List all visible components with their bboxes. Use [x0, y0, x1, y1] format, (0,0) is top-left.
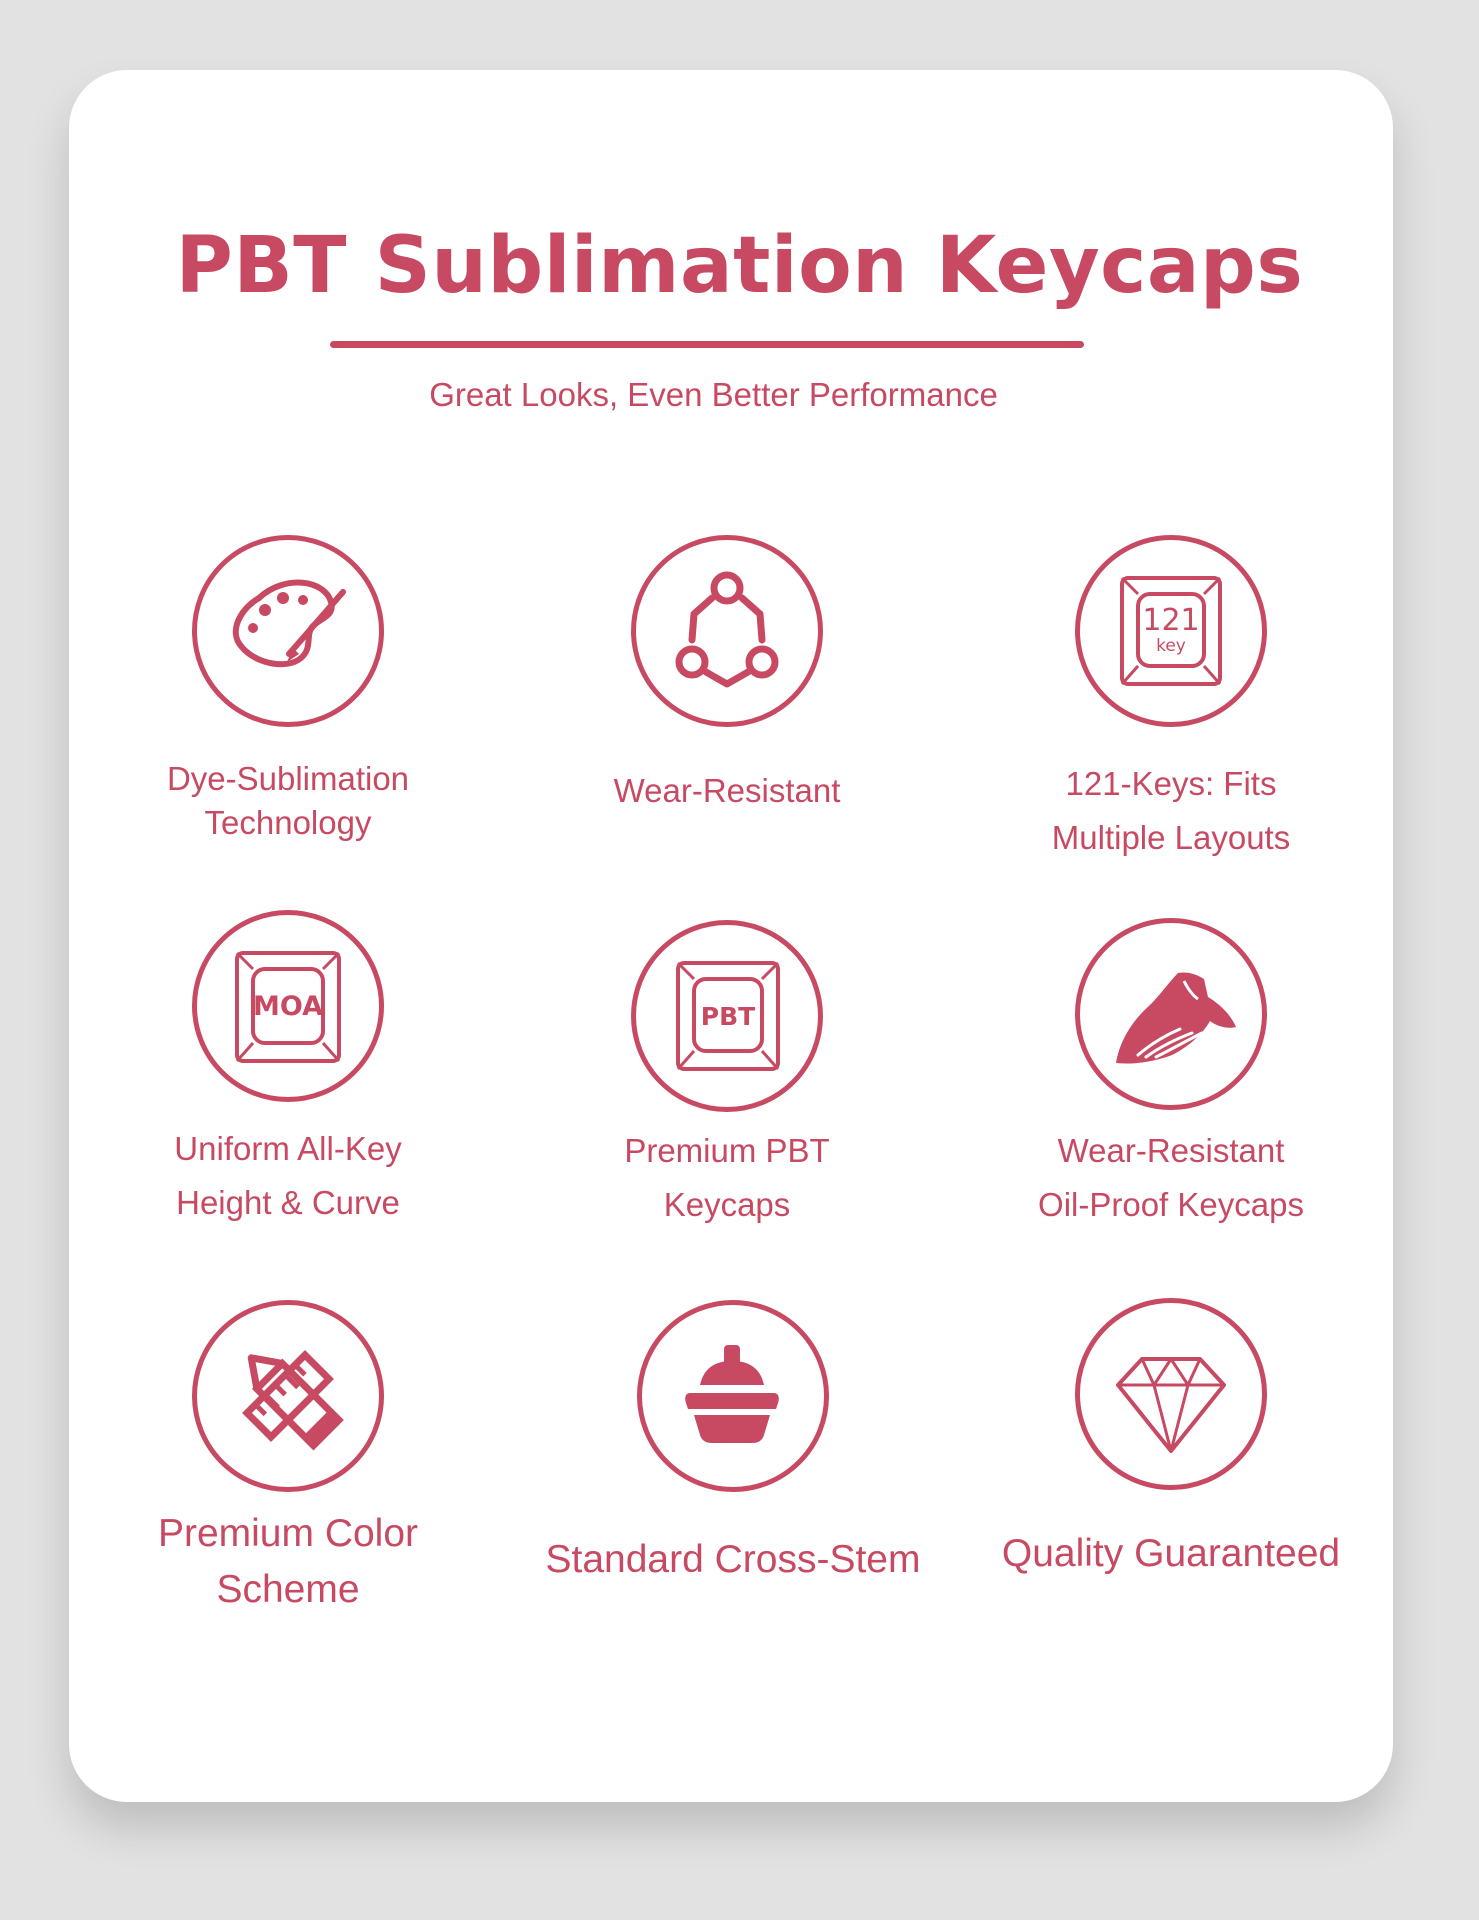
wear-resistant-nodes-icon	[636, 540, 818, 722]
page-title: PBT Sublimation Keycaps	[175, 221, 1304, 311]
title-divider	[330, 341, 1084, 348]
feature-label: Dye-Sublimation Technology	[166, 760, 410, 841]
feature-label: Wear-Resistant	[613, 772, 841, 809]
diamond-icon	[1080, 1303, 1262, 1485]
feature-icon-circle	[631, 535, 823, 727]
feature-color-scheme	[78, 1300, 498, 1620]
feature-icon-circle	[1075, 535, 1267, 727]
feature-icon-circle	[192, 535, 384, 727]
feature-icon-circle	[1075, 1298, 1267, 1490]
feature-icon-circle	[192, 1300, 384, 1492]
feature-quality	[961, 1298, 1381, 1618]
palette-icon	[197, 540, 379, 722]
keycap-pbt-icon	[636, 925, 818, 1107]
feature-icon-circle	[1075, 918, 1267, 1110]
keycap-121-icon	[1080, 540, 1262, 722]
keycap-moa-icon	[197, 915, 379, 1097]
feature-icon-circle	[192, 910, 384, 1102]
feature-label: 121-Keys: Fits Multiple Layouts	[1051, 765, 1291, 856]
svg-text:MOA: MOA	[253, 991, 323, 1022]
feature-dye-sublimation	[78, 535, 498, 855]
svg-text:121: 121	[1142, 603, 1200, 638]
feature-label: Wear-Resistant Oil-Proof Keycaps	[1038, 1132, 1304, 1223]
feature-icon-circle	[631, 920, 823, 1112]
feature-label: Quality Guaranteed	[1001, 1532, 1341, 1575]
keycap-stem-icon	[642, 1305, 824, 1487]
hand-icon	[1080, 923, 1262, 1105]
feature-label: Uniform All-Key Height & Curve	[174, 1130, 402, 1221]
svg-text:key: key	[1156, 636, 1186, 656]
feature-icon-circle	[637, 1300, 829, 1492]
page-subtitle: Great Looks, Even Better Performance	[429, 376, 998, 413]
svg-text:PBT: PBT	[700, 1002, 756, 1031]
ruler-pencil-icon	[197, 1305, 379, 1487]
feature-wear-resistant	[517, 535, 937, 855]
feature-label: Premium PBT Keycaps	[624, 1132, 830, 1223]
feature-label: Premium Color Scheme	[157, 1512, 419, 1611]
feature-label: Standard Cross-Stem	[545, 1538, 921, 1581]
feature-cross-stem	[523, 1300, 943, 1620]
feature-premium-pbt	[517, 920, 937, 1240]
feature-uniform-height	[78, 910, 498, 1230]
feature-oil-proof	[961, 918, 1381, 1238]
feature-121-keys	[961, 535, 1381, 855]
